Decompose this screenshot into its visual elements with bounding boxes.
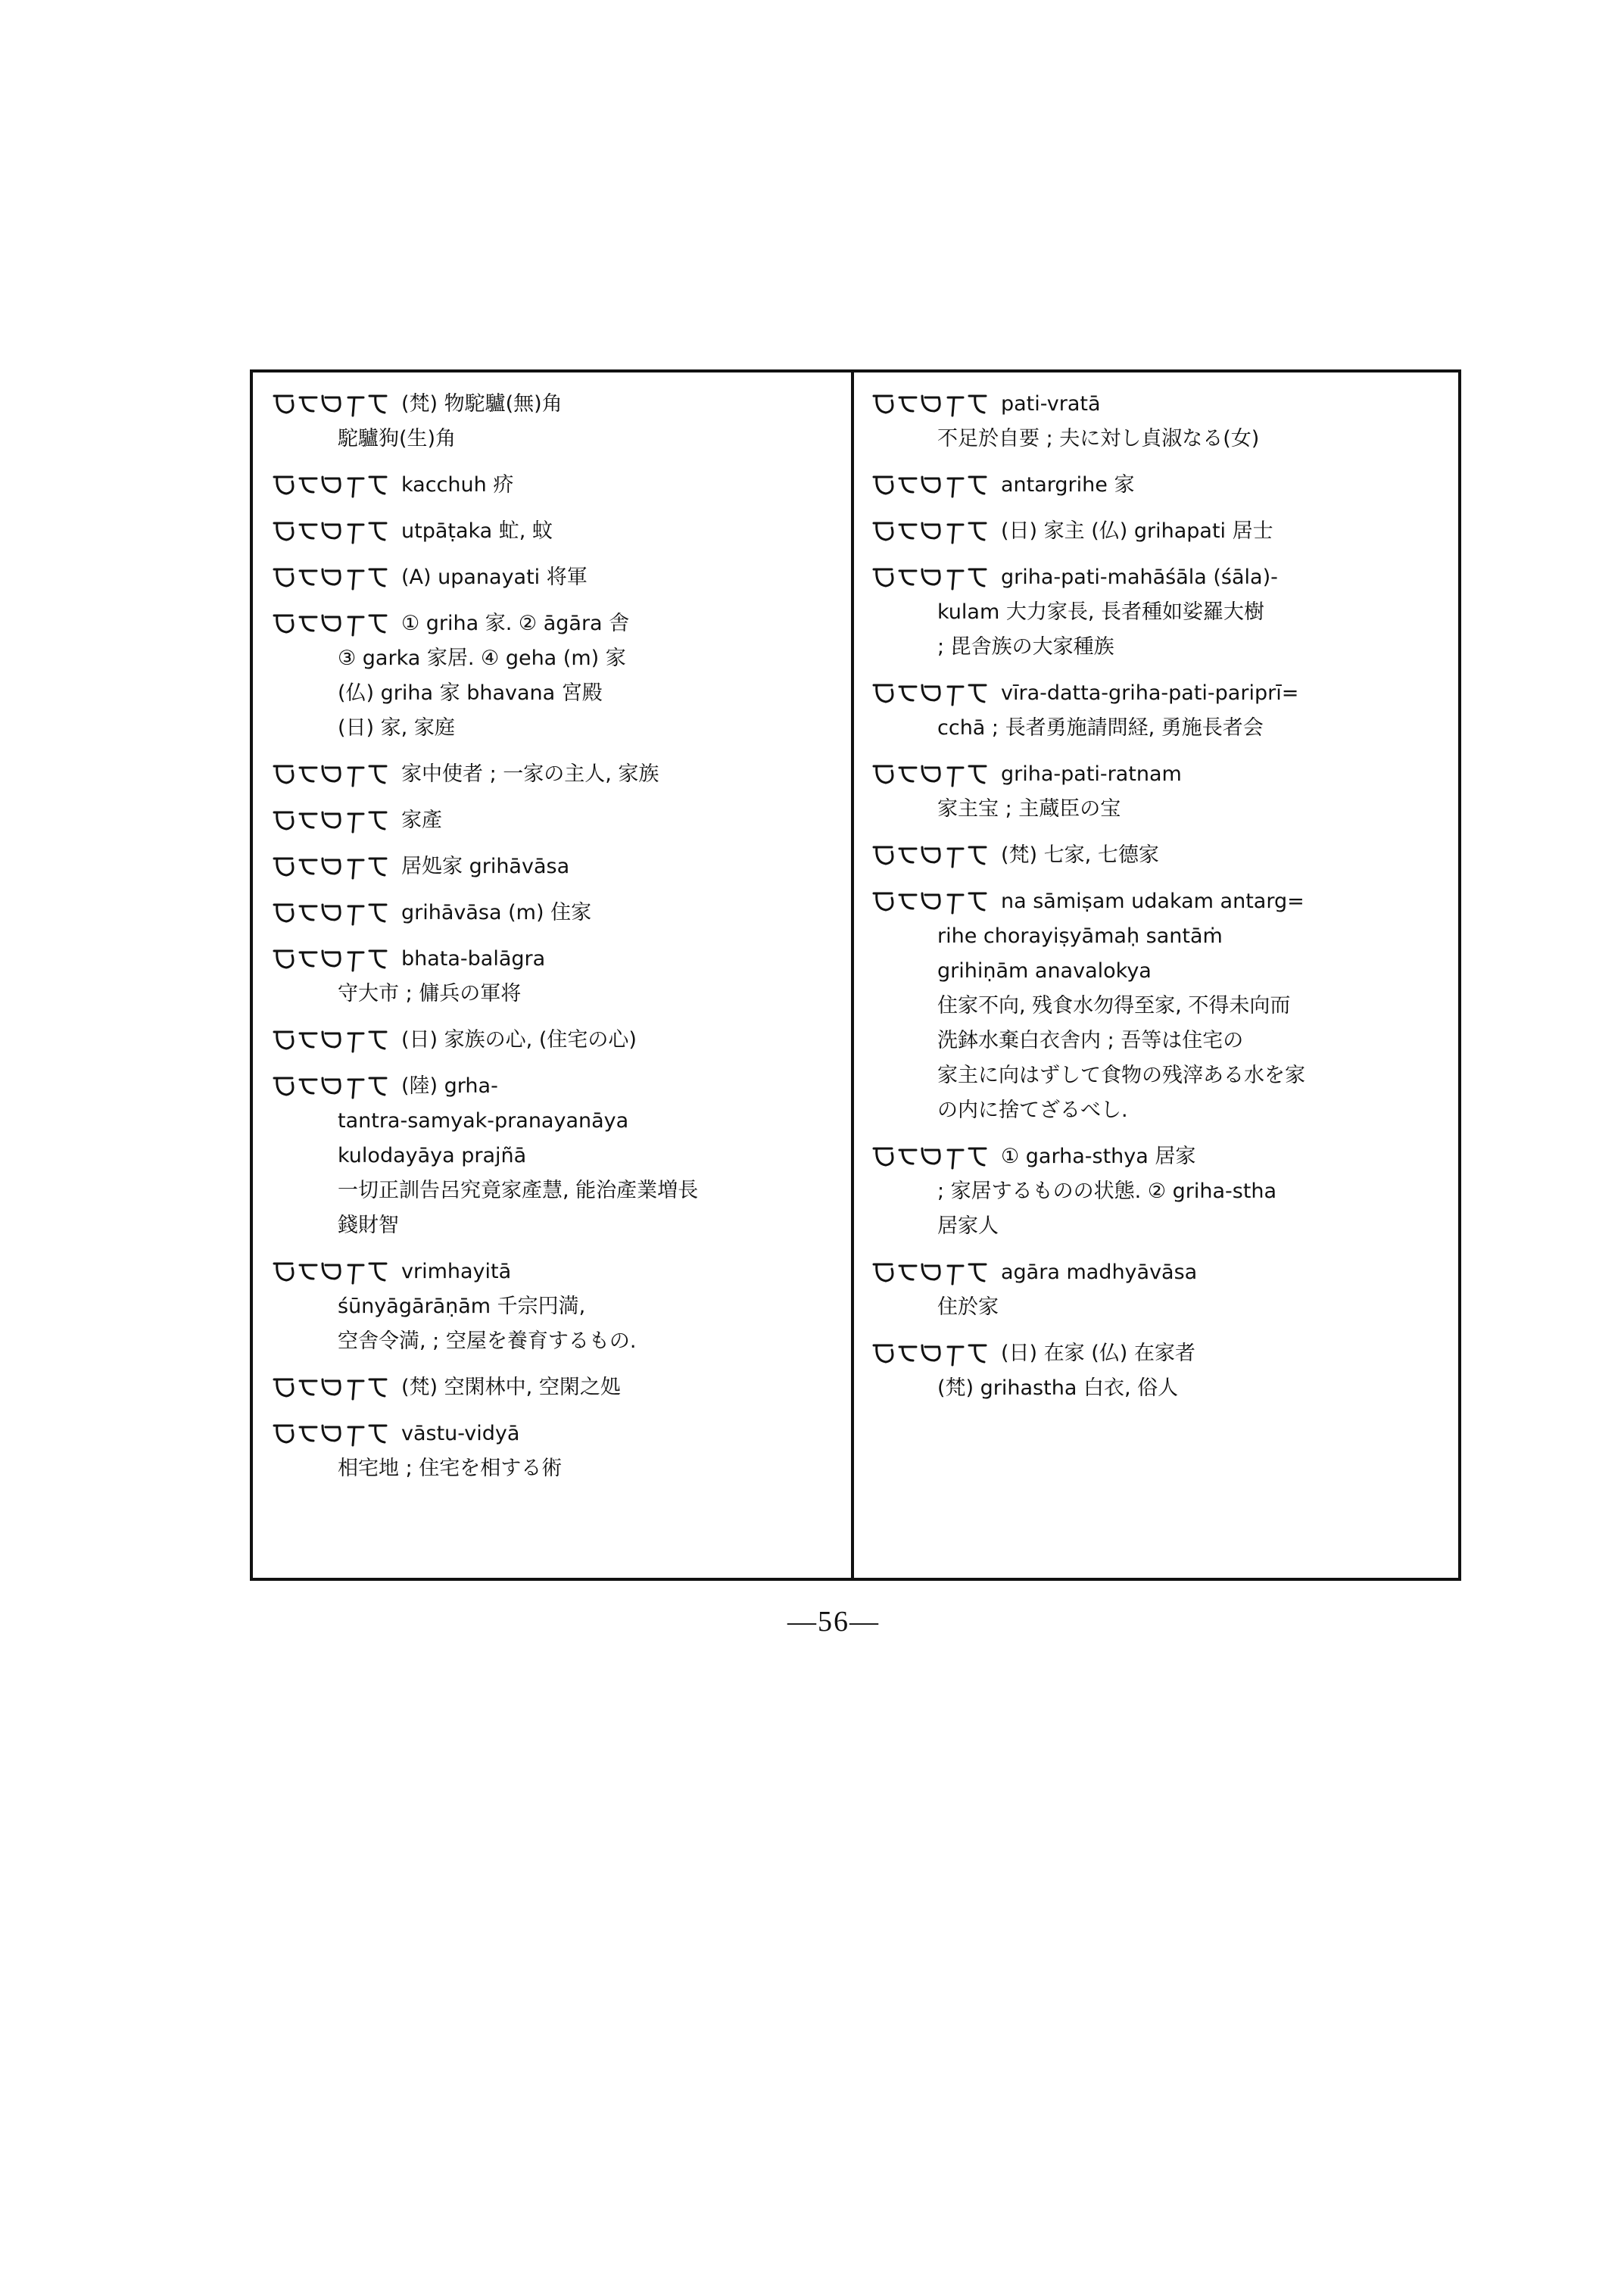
entry-definition: (日) 家主 (仏) grihapati 居士 xyxy=(1001,519,1273,543)
entry-definition: (梵) 空閑林中, 空閑之処 xyxy=(401,1376,621,1399)
entry-definition: vrimhayitā xyxy=(401,1260,512,1283)
entry-continuation: 家主に向はずして食物の残滓ある水を家 xyxy=(937,1064,1305,1087)
entry-continuation: tantra-samyak-pranayanāya xyxy=(338,1109,629,1133)
tibetan-headword-icon xyxy=(869,388,990,420)
dictionary-entry xyxy=(270,606,837,746)
entry-continuation: kulodayāya prajñā xyxy=(338,1144,527,1167)
dictionary-entry xyxy=(869,837,1452,873)
dictionary-entry xyxy=(869,884,1452,1128)
dictionary-entry xyxy=(270,513,837,549)
tibetan-headword-icon xyxy=(270,516,391,547)
entry-definition: pati-vratā xyxy=(1001,392,1101,416)
left-column xyxy=(270,386,837,1567)
column-divider xyxy=(851,369,854,1581)
entry-continuation: 一切正訓告呂究竟家產慧, 能治產業増長 xyxy=(338,1179,699,1202)
entry-definition: 家中使者 ; 一家の主人, 家族 xyxy=(401,762,659,786)
entry-continuation: (日) 家, 家庭 xyxy=(338,716,455,740)
entry-definition: kacchuh 疥 xyxy=(401,473,514,497)
entry-definition: (梵) 七家, 七德家 xyxy=(1001,843,1159,867)
entry-continuation: 住家不向, 残食水勿得至家, 不得未向而 xyxy=(937,994,1291,1018)
tibetan-headword-icon xyxy=(270,851,391,883)
tibetan-headword-icon xyxy=(869,516,990,547)
entry-continuation: 洗鉢水棄白衣舎内 ; 吾等は住宅の xyxy=(937,1029,1244,1052)
entry-continuation: 居家人 xyxy=(937,1214,999,1238)
dictionary-entry xyxy=(270,1254,837,1359)
entry-continuation: の内に捨てざるべし. xyxy=(937,1099,1128,1122)
entry-continuation: 不足於自要 ; 夫に対し貞淑なる(女) xyxy=(937,427,1260,450)
entry-continuation: 駝驢狗(生)角 xyxy=(338,427,457,450)
entry-continuation: 空舎令満, ; 空屋を養育するもの. xyxy=(338,1329,637,1353)
tibetan-headword-icon xyxy=(270,1071,391,1102)
dictionary-entry xyxy=(869,467,1452,503)
entry-definition: ① garha-sthya 居家 xyxy=(1001,1145,1196,1168)
entry-definition: griha-pati-mahāśāla (śāla)- xyxy=(1001,566,1278,589)
entry-definition: (陸) grha- xyxy=(401,1074,498,1098)
entry-definition: (日) 家族の心, (住宅の心) xyxy=(401,1028,637,1052)
dictionary-entry xyxy=(270,849,837,884)
tibetan-headword-icon xyxy=(270,562,391,594)
dictionary-entry xyxy=(869,1139,1452,1244)
right-column xyxy=(869,386,1452,1567)
entry-continuation: śūnyāgārāṇām 千宗円満, xyxy=(338,1295,586,1318)
entry-continuation: (梵) grihastha 白衣, 俗人 xyxy=(937,1376,1179,1400)
tibetan-headword-icon xyxy=(270,608,391,640)
tibetan-headword-icon xyxy=(270,1256,391,1288)
tibetan-headword-icon xyxy=(869,678,990,709)
entry-continuation: 家主宝 ; 主蔵臣の宝 xyxy=(937,797,1121,821)
entry-continuation: 錢財智 xyxy=(338,1214,399,1237)
tibetan-headword-icon xyxy=(270,1024,391,1056)
tibetan-headword-icon xyxy=(270,943,391,975)
dictionary-entry xyxy=(869,559,1452,665)
entry-definition: griha-pati-ratnam xyxy=(1001,762,1182,786)
entry-continuation: ; 家居するものの状態. ② griha-stha xyxy=(937,1180,1277,1203)
page-number: —56— xyxy=(787,1606,880,1638)
dictionary-entry xyxy=(869,1336,1452,1406)
entry-definition: 家產 xyxy=(401,809,442,832)
tibetan-headword-icon xyxy=(869,1141,990,1173)
entry-definition: na sāmiṣam udakam antarg= xyxy=(1001,890,1304,913)
dictionary-entry xyxy=(270,1022,837,1058)
dictionary-entry xyxy=(270,1068,837,1243)
dictionary-entry xyxy=(270,895,837,930)
dictionary-entry xyxy=(869,513,1452,549)
entry-continuation: ③ garka 家居. ④ geha (m) 家 xyxy=(338,647,626,670)
dictionary-entry xyxy=(270,386,837,457)
entry-continuation: kulam 大力家長, 長者種如娑羅大樹 xyxy=(937,600,1265,624)
entry-definition: agāra madhyāvāsa xyxy=(1001,1261,1198,1284)
tibetan-headword-icon xyxy=(869,1257,990,1289)
entry-definition: grihāvāsa (m) 住家 xyxy=(401,901,592,924)
dictionary-entry xyxy=(869,1255,1452,1325)
entry-definition: utpāṭaka 虻, 蚊 xyxy=(401,519,553,543)
tibetan-headword-icon xyxy=(270,897,391,929)
dictionary-entry xyxy=(869,386,1452,457)
tibetan-headword-icon xyxy=(869,886,990,918)
entry-continuation: 守大市 ; 傭兵の軍将 xyxy=(338,982,522,1005)
tibetan-headword-icon xyxy=(869,840,990,871)
tibetan-headword-icon xyxy=(869,1338,990,1370)
entry-definition: bhata-balāgra xyxy=(401,947,546,971)
entry-definition: vīra-datta-griha-pati-pariprī= xyxy=(1001,681,1299,705)
entry-definition: (梵) 物駝驢(無)角 xyxy=(401,392,563,416)
tibetan-headword-icon xyxy=(270,1418,391,1450)
entry-definition: ① griha 家. ② āgāra 舎 xyxy=(401,612,630,635)
tibetan-headword-icon xyxy=(270,759,391,790)
entry-definition: 居処家 grihāvāsa xyxy=(401,855,570,878)
tibetan-headword-icon xyxy=(270,805,391,837)
entry-continuation: cchā ; 長者勇施請問経, 勇施長者会 xyxy=(937,716,1264,740)
entry-continuation: rihe chorayiṣyāmaḥ santāṁ xyxy=(937,924,1223,948)
dictionary-entry xyxy=(869,675,1452,746)
tibetan-headword-icon xyxy=(869,562,990,594)
entry-definition: vāstu-vidyā xyxy=(401,1422,520,1445)
entry-definition: (A) upanayati 将軍 xyxy=(401,566,588,589)
entry-continuation: 相宅地 ; 住宅を相する術 xyxy=(338,1457,563,1480)
tibetan-headword-icon xyxy=(270,1372,391,1404)
entry-definition: (日) 在家 (仏) 在家者 xyxy=(1001,1342,1195,1365)
dictionary-entry xyxy=(270,803,837,838)
entry-continuation: grihiṇām anavalokya xyxy=(937,959,1152,983)
entry-continuation: 住於家 xyxy=(937,1295,999,1319)
tibetan-headword-icon xyxy=(270,388,391,420)
tibetan-headword-icon xyxy=(869,469,990,501)
tibetan-headword-icon xyxy=(869,759,990,790)
dictionary-entry xyxy=(270,756,837,792)
entry-continuation: (仏) griha 家 bhavana 宮殿 xyxy=(338,681,603,705)
entry-definition: antargrihe 家 xyxy=(1001,473,1135,497)
dictionary-entry xyxy=(270,1370,837,1405)
dictionary-entry xyxy=(270,941,837,1011)
dictionary-entry xyxy=(270,559,837,595)
dictionary-entry xyxy=(270,1416,837,1486)
tibetan-headword-icon xyxy=(270,469,391,501)
entry-continuation: ; 毘舎族の大家種族 xyxy=(937,635,1114,659)
dictionary-entry xyxy=(270,467,837,503)
dictionary-entry xyxy=(869,756,1452,827)
